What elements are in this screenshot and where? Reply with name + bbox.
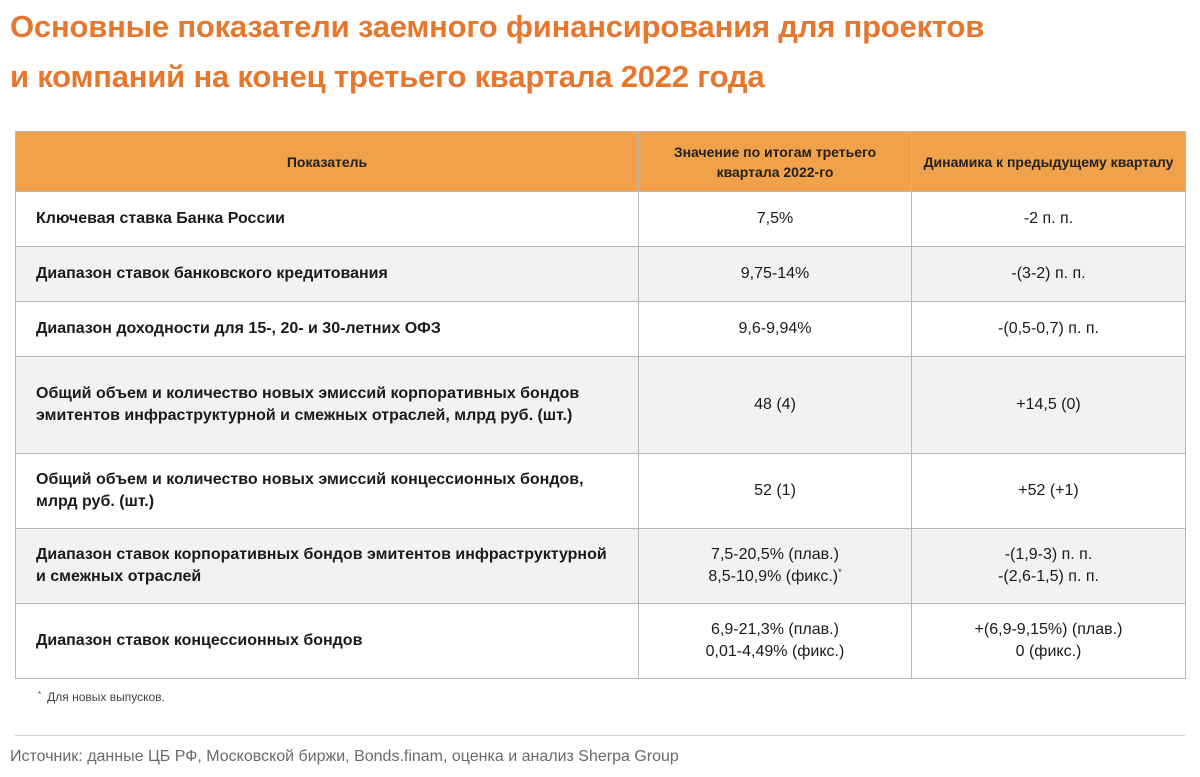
footnote-mark: *: [38, 690, 42, 699]
dynamics-line: +52 (+1): [1018, 482, 1079, 499]
value-line: 6,9-21,3% (плав.): [711, 621, 839, 638]
indicator-cell: Общий объем и количество новых эмиссий концессионных бондов, млрд руб. (шт.): [16, 454, 639, 529]
value-cell: [639, 302, 912, 357]
dynamics-cell: [912, 192, 1186, 247]
indicator-cell: Общий объем и количество новых эмиссий корпоративных бондов эмитентов инфраструктурной и смежных отраслей, млрд руб. (шт.): [16, 357, 639, 454]
value-line: [649, 566, 901, 588]
title-line-1: Основные показатели заемного финансирования для проектов: [10, 9, 985, 44]
indicator-cell: Диапазон ставок банковского кредитования: [16, 247, 639, 302]
source-note: Источник: данные ЦБ РФ, Московской биржи, Bonds.finam, оценка и анализ Sherpa Group: [10, 748, 679, 765]
indicator-cell: Диапазон ставок корпоративных бондов эмитентов инфраструктурной и смежных отраслей: [16, 529, 639, 604]
value-line: 7,5%: [756, 210, 794, 227]
table-header-row: [16, 132, 1186, 192]
value-line: 0,01-4,49% (фикс.): [705, 643, 845, 660]
table-row: [16, 454, 1186, 529]
indicator-cell: Ключевая ставка Банка России: [16, 192, 639, 247]
dynamics-line: +14,5 (0): [1016, 396, 1081, 413]
value-line: 9,6-9,94%: [738, 320, 812, 337]
dynamics-cell: [912, 604, 1186, 679]
value-line-text: 8,5-10,9% (фикс.): [708, 568, 839, 585]
dynamics-cell: [912, 247, 1186, 302]
value-cell: [639, 192, 912, 247]
dynamics-cell: [912, 357, 1186, 454]
table-row: [16, 247, 1186, 302]
dynamics-line: 0 (фикс.): [1015, 643, 1082, 660]
header-indicator: Показатель: [16, 132, 639, 192]
dynamics-cell: [912, 529, 1186, 604]
footnote-text: Для новых выпусков.: [47, 690, 165, 704]
table-row: [16, 604, 1186, 679]
value-cell: [639, 454, 912, 529]
dynamics-line: -(0,5-0,7) п. п.: [998, 320, 1099, 337]
page-title: [10, 2, 1190, 102]
divider: [15, 735, 1185, 736]
value-line: 9,75-14%: [740, 265, 810, 282]
value-cell: [639, 247, 912, 302]
indicators-table: [15, 131, 1186, 679]
dynamics-line: -(1,9-3) п. п.: [1004, 546, 1093, 563]
value-cell: [639, 604, 912, 679]
table-row: [16, 529, 1186, 604]
table-row: [16, 192, 1186, 247]
value-cell: [639, 529, 912, 604]
header-value: Значение по итогам третьего квартала 2022-го: [639, 132, 912, 192]
indicator-cell: Диапазон доходности для 15-, 20- и 30-летних ОФЗ: [16, 302, 639, 357]
dynamics-cell: [912, 302, 1186, 357]
table-row: [16, 357, 1186, 454]
value-line: 48 (4): [754, 396, 796, 413]
table-row: [16, 302, 1186, 357]
dynamics-line: -2 п. п.: [1023, 210, 1074, 227]
dynamics-line: +(6,9-9,15%) (плав.): [974, 621, 1123, 638]
dynamics-line: -(2,6-1,5) п. п.: [998, 568, 1099, 585]
footnote-marker: *: [838, 567, 842, 577]
title-line-2: и компаний на конец третьего квартала 2022 года: [10, 59, 765, 94]
footnote: [38, 690, 165, 704]
value-line: 52 (1): [754, 482, 796, 499]
header-dynamics: Динамика к предыдущему кварталу: [912, 132, 1186, 192]
indicator-cell: Диапазон ставок концессионных бондов: [16, 604, 639, 679]
value-line: 7,5-20,5% (плав.): [711, 546, 839, 563]
dynamics-line: -(3-2) п. п.: [1011, 265, 1086, 282]
dynamics-cell: [912, 454, 1186, 529]
value-cell: [639, 357, 912, 454]
